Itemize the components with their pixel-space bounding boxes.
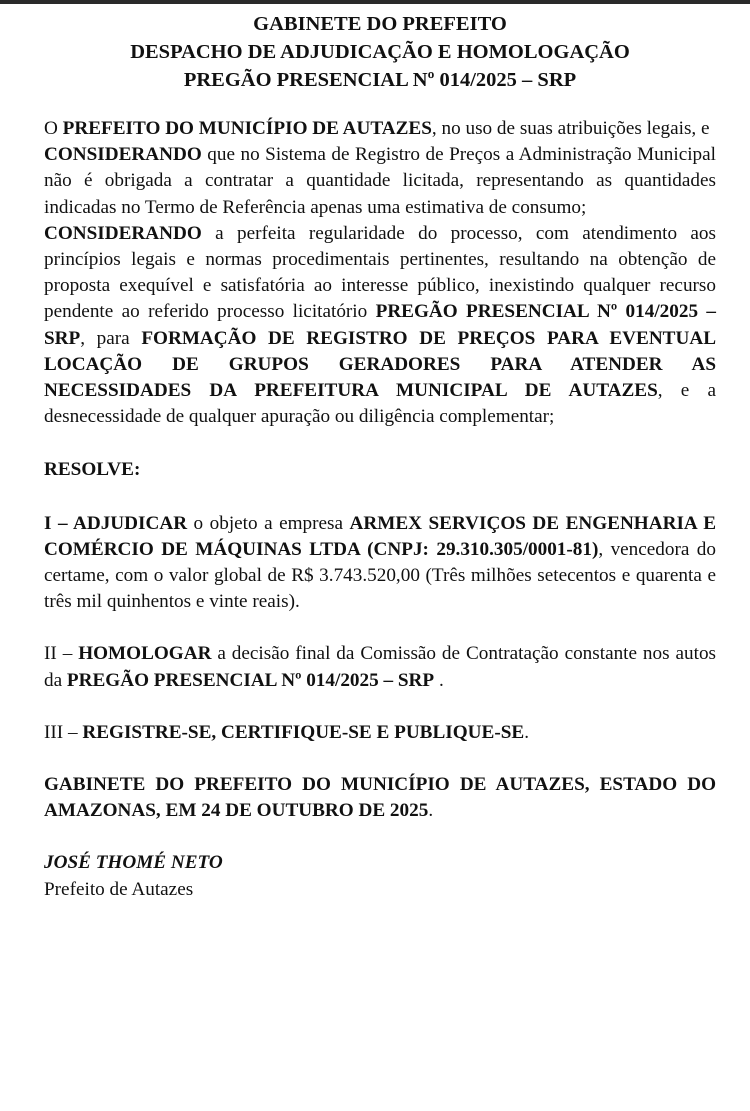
intro-paragraph: O PREFEITO DO MUNICÍPIO DE AUTAZES, no uso de suas atribuições legais, e <box>44 118 710 139</box>
item-homologar: II – HOMOLOGAR a decisão final da Comissão de Contratação constante nos autos da PREGÃO PRESENCIAL Nº 014/2025 – SRP . <box>44 643 717 691</box>
pregao-ref: PREGÃO PRESENCIAL Nº 014/2025 – SRP <box>66 669 435 691</box>
item-adjudicar: I – ADJUDICAR o objeto a empresa ARMEX SERVIÇOS DE ENGENHARIA E COMÉRCIO DE MÁQUINAS LTDA (CNPJ: 29.310.305/0001-81), vencedora do certame, com o valor global de R$ 3.743.520,00 (Três milhões setecentos e quarenta e três mil quinhentos e vinte reais). <box>44 512 717 613</box>
header-process: PREGÃO PRESENCIAL Nº 014/2025 – SRP <box>183 69 577 91</box>
document-body <box>44 10 716 903</box>
top-rule <box>0 0 750 4</box>
pregao-ref: PREGÃO PRESENCIAL Nº 014/2025 – SRP <box>44 301 716 349</box>
mayor-title: PREFEITO DO MUNICÍPIO DE AUTAZES <box>62 118 432 139</box>
header-office: GABINETE DO PREFEITO <box>253 13 507 35</box>
considerando-2: CONSIDERANDO a perfeita regularidade do processo, com atendimento aos princípios legais e normas procedimentais pertinentes, resultando na obtenção de proposta exequível e satisfatória ao interesse público, inexistindo qualquer recurso pendente ao referido processo licitatório PREGÃO PRESENCIAL Nº 014/2025 – SRP, para FORMAÇÃO DE REGISTRO DE PREÇOS PARA EVENTUAL LOCAÇÃO DE GRUPOS GERADORES PARA ATENDER AS NECESSIDADES DA PREFEITURA MUNICIPAL DE AUTAZES, e a desnecessidade de qualquer apuração ou diligência complementar; <box>44 222 716 428</box>
signature-name: JOSÉ THOMÉ NETO <box>44 852 223 874</box>
object-description: FORMAÇÃO DE REGISTRO DE PREÇOS PARA EVENTUAL LOCAÇÃO DE GRUPOS GERADORES PARA ATENDER AS NECESSIDADES DA PREFEITURA MUNICIPAL DE AUTAZES <box>44 327 716 402</box>
closing-statement: GABINETE DO PREFEITO DO MUNICÍPIO DE AUTAZES, ESTADO DO AMAZONAS, EM 24 DE OUTUBRO DE 2025. <box>44 774 716 822</box>
resolve-heading: RESOLVE: <box>44 459 141 481</box>
item-registre: III – REGISTRE-SE, CERTIFIQUE-SE E PUBLIQUE-SE. <box>44 721 529 743</box>
company-name: ARMEX SERVIÇOS DE ENGENHARIA E COMÉRCIO DE MÁQUINAS LTDA (CNPJ: 29.310.305/0001-81) <box>44 512 717 560</box>
document-header <box>44 10 716 94</box>
header-title: DESPACHO DE ADJUDICAÇÃO E HOMOLOGAÇÃO <box>130 41 630 63</box>
signature-title: Prefeito de Autazes <box>44 878 194 900</box>
considerando-1: CONSIDERANDO que no Sistema de Registro de Preços a Administração Municipal não é obrigada a contratar a quantidade licitada, representando as quantidades indicadas no Termo de Referência apenas uma estimativa de consumo; <box>44 144 716 218</box>
